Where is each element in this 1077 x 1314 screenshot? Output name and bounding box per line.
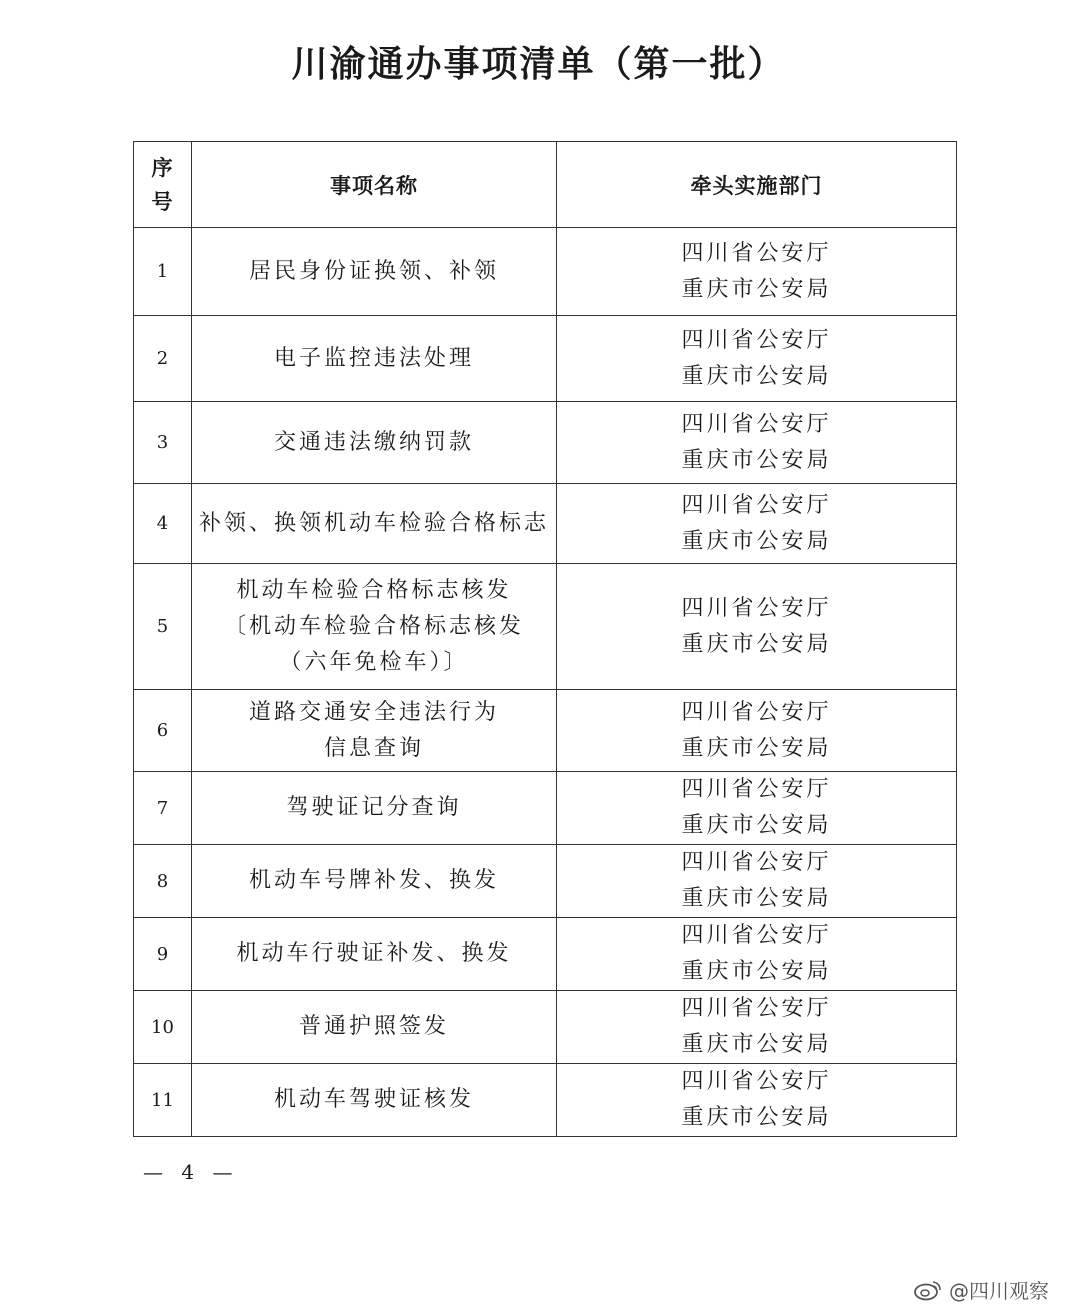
item-name-cell [192,991,557,1064]
item-name-cell [192,690,557,772]
item-name-cell [192,228,557,316]
department-cell [557,690,957,772]
item-name-line: 道路交通安全违法行为 [248,699,499,725]
table-row [134,228,957,316]
header-number-line2: 号 [151,189,174,214]
row-number: 9 [134,918,192,991]
department-line: 四川省公安厅 [681,850,832,875]
department-cell [557,484,957,564]
department-line: 重庆市公安局 [681,959,832,984]
item-name-line: 驾驶证记分查询 [286,795,462,820]
page-number: — 4 — [143,1160,239,1184]
department-cell [557,402,957,484]
item-name-line: 机动车号牌补发、换发 [248,868,499,893]
item-name-line: 〔机动车检验合格标志核发 [223,613,524,639]
department-line: 四川省公安厅 [681,595,832,621]
item-name-line: 机动车检验合格标志核发 [236,577,512,603]
department-line: 重庆市公安局 [681,886,832,911]
table-row [134,1064,957,1137]
table-row [134,918,957,991]
item-name-cell [192,845,557,918]
table-row [134,484,957,564]
department-line: 重庆市公安局 [681,276,832,302]
item-name-line: 补领、换领机动车检验合格标志 [198,510,549,536]
row-number: 10 [134,991,192,1064]
row-number: 4 [134,484,192,564]
header-number [134,142,192,228]
table-row [134,991,957,1064]
item-name-cell [192,484,557,564]
department-line: 四川省公安厅 [681,1069,832,1094]
department-line: 重庆市公安局 [681,631,832,657]
item-name-line: 机动车行驶证补发、换发 [236,941,512,966]
weibo-icon [913,1279,943,1301]
item-name-cell [192,772,557,845]
item-name-line: 机动车驾驶证核发 [273,1087,474,1112]
item-name-cell [192,1064,557,1137]
item-table [133,141,957,1137]
row-number: 8 [134,845,192,918]
table-row [134,316,957,402]
department-cell [557,316,957,402]
page-title: 川渝通办事项清单（第一批） [291,44,786,85]
department-cell [557,1064,957,1137]
department-line: 四川省公安厅 [681,240,832,266]
department-line: 重庆市公安局 [681,363,832,389]
department-cell [557,845,957,918]
department-line: 重庆市公安局 [681,1105,832,1130]
department-cell [557,564,957,690]
item-name-line: 普通护照签发 [298,1014,449,1039]
row-number: 5 [134,564,192,690]
header-item-name: 事项名称 [192,142,557,228]
table-row [134,402,957,484]
item-name-line: （六年免检车）〕 [279,649,469,675]
row-number: 11 [134,1064,192,1137]
department-line: 四川省公安厅 [681,411,832,437]
header-number-line1: 序 [151,155,174,180]
item-name-line: 居民身份证换领、补领 [248,258,499,284]
department-line: 重庆市公安局 [681,447,832,473]
department-cell [557,228,957,316]
header-department: 牵头实施部门 [557,142,957,228]
table-row [134,772,957,845]
watermark-text: @四川观察 [949,1279,1049,1303]
item-name-line: 电子监控违法处理 [273,345,474,371]
table-row [134,690,957,772]
table-row [134,845,957,918]
item-name-line: 交通违法缴纳罚款 [273,429,474,455]
row-number: 6 [134,690,192,772]
item-name-cell [192,564,557,690]
department-line: 重庆市公安局 [681,1032,832,1057]
department-line: 四川省公安厅 [681,699,832,725]
department-line: 四川省公安厅 [681,327,832,353]
department-cell [557,991,957,1064]
department-line: 四川省公安厅 [681,996,832,1021]
item-name-line: 信息查询 [323,735,424,761]
department-line: 四川省公安厅 [681,492,832,518]
department-line: 四川省公安厅 [681,777,832,802]
table-row [134,564,957,690]
item-name-cell [192,316,557,402]
department-line: 重庆市公安局 [681,735,832,761]
row-number: 7 [134,772,192,845]
row-number: 1 [134,228,192,316]
department-line: 重庆市公安局 [681,813,832,838]
department-cell [557,918,957,991]
department-cell [557,772,957,845]
item-name-cell [192,402,557,484]
row-number: 3 [134,402,192,484]
watermark [913,1275,1049,1304]
table-header-row [134,142,957,228]
department-line: 重庆市公安局 [681,528,832,554]
item-name-cell [192,918,557,991]
row-number: 2 [134,316,192,402]
department-line: 四川省公安厅 [681,923,832,948]
